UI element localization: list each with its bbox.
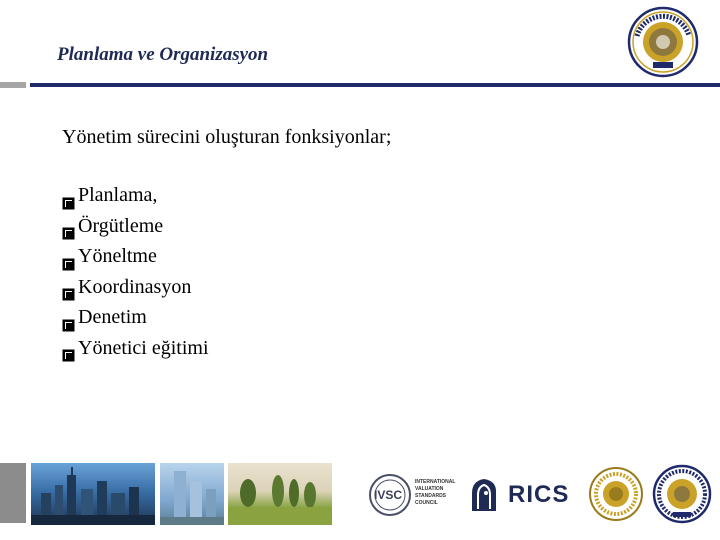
university-seal-icon (627, 6, 699, 78)
ivsc-abbr: IVSC (374, 488, 403, 502)
title-rule-navy (30, 83, 720, 87)
list-item (62, 302, 209, 333)
list-item-label: Koordinasyon (78, 275, 192, 298)
intro-text: Yönetim sürecini oluşturan fonksiyonlar; (62, 126, 392, 148)
checkbox-bullet-icon (62, 341, 75, 354)
list-item (62, 272, 209, 303)
slide-title: Planlama ve Organizasyon (57, 44, 269, 65)
list-item-label: Denetim (78, 306, 147, 328)
checkbox-bullet-icon (62, 280, 75, 293)
footer-gray-strip (0, 463, 26, 523)
list-item (62, 211, 209, 242)
rics-logo (466, 463, 578, 527)
university-seal-bottom-icon (652, 464, 712, 524)
list-item-label: Örgütleme (78, 214, 164, 237)
gold-seal-icon (588, 466, 644, 522)
towers-image (160, 463, 224, 525)
list-item (62, 180, 209, 211)
countryside-image (228, 463, 332, 525)
ivsc-line2: VALUATION (415, 486, 444, 492)
ivsc-line4: COUNCIL (415, 500, 438, 506)
function-list (62, 180, 209, 363)
city-skyline-image (31, 463, 155, 525)
ivsc-line3: STANDARDS (415, 493, 447, 499)
list-item (62, 333, 209, 364)
list-item-label: Yönetici eğitimi (78, 336, 209, 359)
list-item-label: Planlama, (78, 184, 158, 206)
list-item-label: Yöneltme (78, 245, 157, 267)
list-item (62, 241, 209, 272)
checkbox-bullet-icon (62, 311, 75, 324)
title-rule-gray (0, 82, 26, 88)
rics-lion-icon (466, 475, 502, 515)
rics-label: RICS (508, 481, 570, 508)
checkbox-bullet-icon (62, 219, 75, 232)
ivsc-wordmark (415, 479, 455, 507)
checkbox-bullet-icon (62, 189, 75, 202)
ivsc-logo (368, 463, 460, 527)
ivsc-line1: INTERNATIONAL (415, 479, 456, 485)
checkbox-bullet-icon (62, 250, 75, 263)
